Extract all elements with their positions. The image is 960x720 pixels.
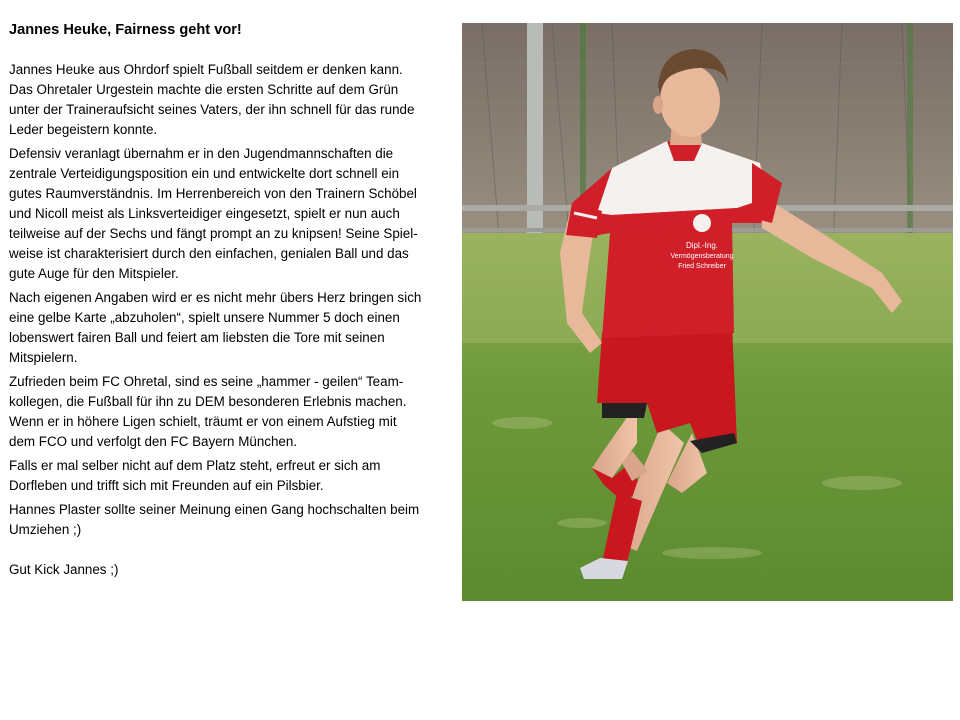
sponsor-text-3: Fried Schreiber <box>678 263 726 270</box>
paragraph-line: und Nicoll meist als Linksverteidiger eingesetzt, spielt er nun auch <box>9 206 400 221</box>
paragraph-line: gute Auge für den Mitspieler. <box>9 266 179 281</box>
spacer <box>9 544 461 560</box>
player-photo <box>462 23 953 601</box>
article-text <box>9 20 461 584</box>
paragraph <box>9 372 461 452</box>
paragraph-line: Zufrieden beim FC Ohretal, sind es seine „hammer - geilen“ Team- <box>9 374 404 389</box>
paragraph-line: Falls er mal selber nicht auf dem Platz steht, erfreut er sich am <box>9 458 381 473</box>
paragraph-line: Nach eigenen Angaben wird er es nicht mehr übers Herz bringen sich <box>9 290 422 305</box>
paragraph-line: gutes Raumverständnis. Im Herrenbereich von den Trainern Schöbel <box>9 186 417 201</box>
sponsor-text-1: Dipl.-Ing. <box>685 241 719 250</box>
paragraph-line: Das Ohretaler Urgestein machte die ersten Schritte auf dem Grün <box>9 82 399 97</box>
paragraph-line: dem FCO und verfolgt den FC Bayern München. <box>9 434 298 449</box>
paragraph-line: weise ist charakterisiert durch den einfachen, genialen Ball und das <box>9 246 409 261</box>
paragraph-line: eine gelbe Karte „abzuholen“, spielt unsere Nummer 5 doch einen <box>9 310 400 325</box>
paragraph-line: Umziehen ;) <box>9 522 82 537</box>
paragraph-line: Mitspielern. <box>9 350 78 365</box>
paragraph-line: Jannes Heuke aus Ohrdorf spielt Fußball seitdem er denken kann. <box>9 62 403 77</box>
sponsor-text-2: Vermögensberatung <box>670 253 734 260</box>
paragraph-line: teilweise auf der Sechs und fängt prompt an zu knipsen! Seine Spiel- <box>9 226 418 241</box>
paragraph-line: lobenswert fairen Ball und feiert am liebsten die Tore mit seinen <box>9 330 385 345</box>
paragraph-line: Defensiv veranlagt übernahm er in den Jugendmannschaften die <box>9 146 394 161</box>
article-body <box>9 60 461 540</box>
paragraph-line: Dorfleben und trifft sich mit Freunden auf ein Pilsbier. <box>9 478 324 493</box>
paragraph <box>9 288 461 368</box>
paragraph-line: zentrale Verteidigungsposition ein und entwickelte dort schnell ein <box>9 166 400 181</box>
paragraph <box>9 456 461 496</box>
article-title: Jannes Heuke, Fairness geht vor! <box>9 22 242 38</box>
paragraph-line: unter der Traineraufsicht seines Vaters, der ihn schnell für das runde <box>9 102 415 117</box>
paragraph-line: Wenn er in höhere Ligen schielt, träumt er von einem Aufstieg mit <box>9 414 397 429</box>
paragraph-line: kollegen, die Fußball für ihn zu DEM besonderen Erlebnis machen. <box>9 394 407 409</box>
paragraph <box>9 60 461 140</box>
paragraph <box>9 144 461 284</box>
paragraph-line: Hannes Plaster sollte seiner Meinung einen Gang hochschalten beim <box>9 502 420 517</box>
paragraph-line: Leder begeistern konnte. <box>9 122 158 137</box>
paragraph <box>9 500 461 540</box>
closing-line: Gut Kick Jannes ;) <box>9 562 119 577</box>
